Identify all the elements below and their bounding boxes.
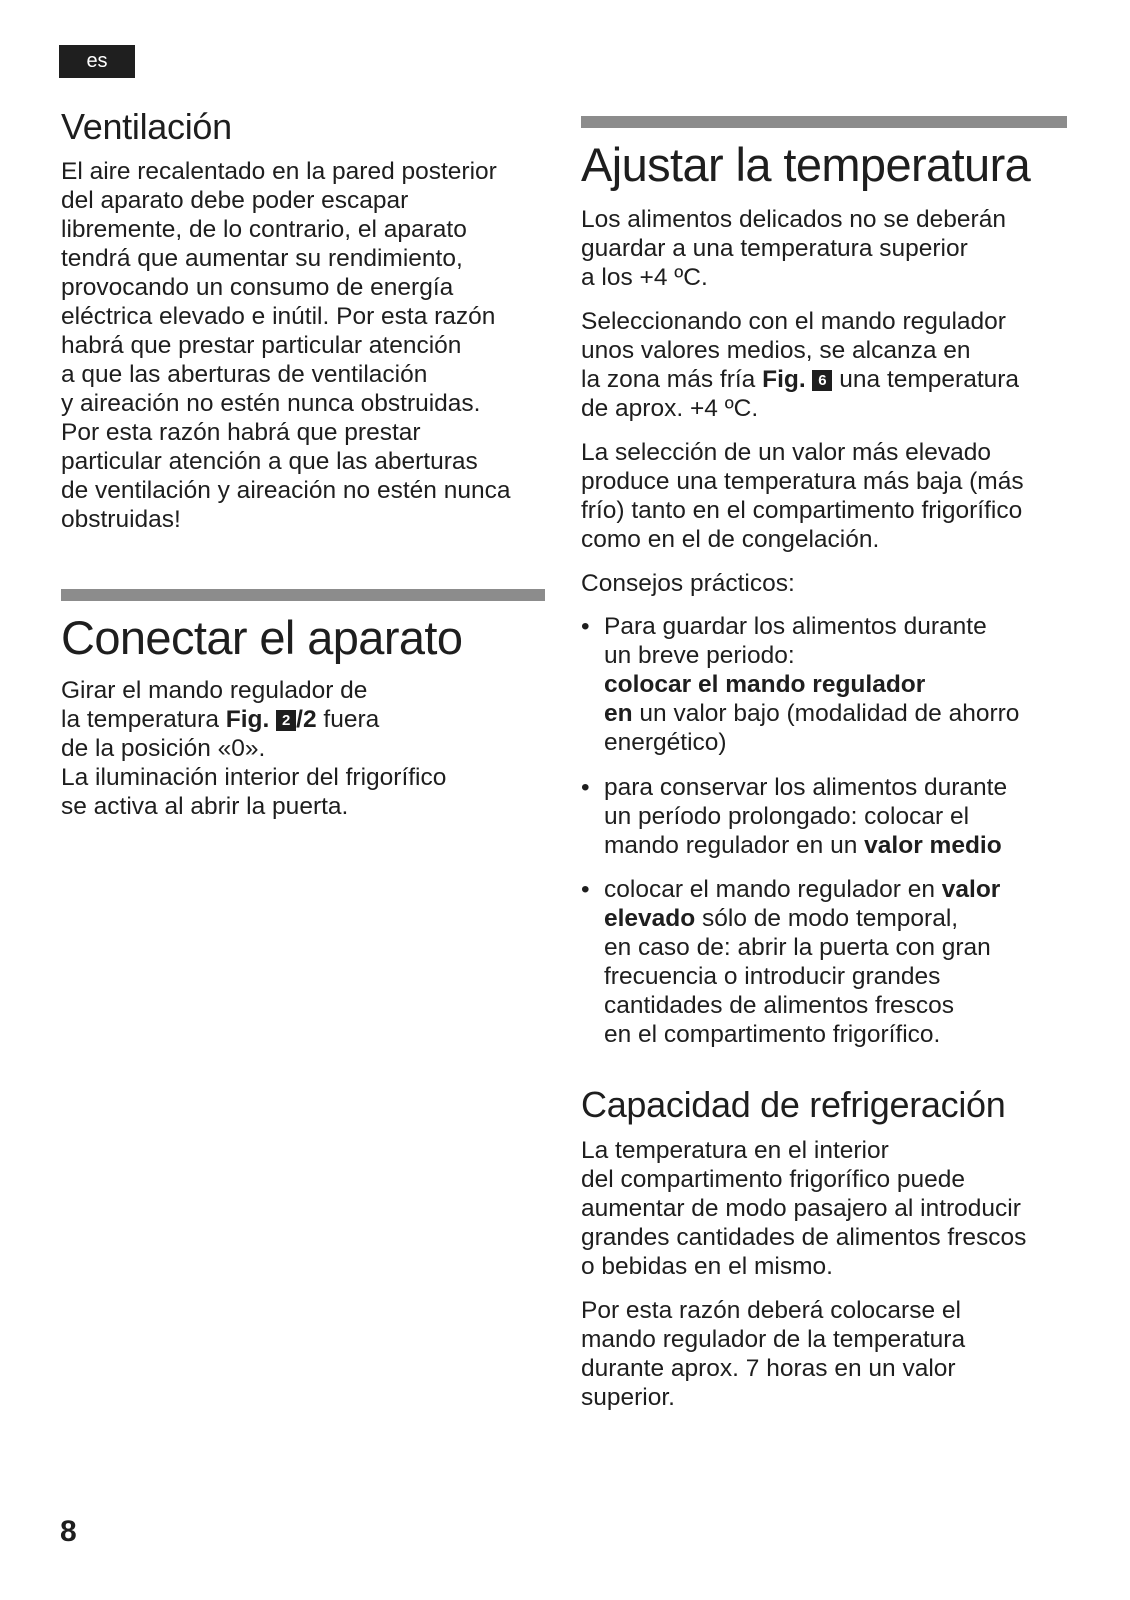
bullet-marker: • [581,613,590,640]
text-line: elevado sólo de modo temporal, [604,905,959,932]
text-line: a que las aberturas de ventilación [61,361,428,388]
text-line: colocar el mando regulador en valor [604,876,1001,903]
capacidad-paragraph-1 [581,1136,1026,1281]
text-line: produce una temperatura más baja (más [581,468,1024,495]
text-line: mando regulador en un valor medio [604,832,1002,859]
list-item [604,612,1019,757]
text-line: para conservar los alimentos durante [604,774,1008,801]
text-line: superior. [581,1384,675,1411]
capacidad-heading: Capacidad de refrigeración [581,1084,1006,1125]
text-line: la zona más fría Fig. 6 una temperatura [581,366,1020,393]
section-rule [61,589,545,601]
text-line: particular atención a que las aberturas [61,448,478,475]
text-line: Por esta razón habrá que prestar [61,419,421,446]
figure-number-badge: 2 [276,710,296,731]
text-line: en un valor bajo (modalidad de ahorro [604,700,1020,727]
text-line: tendrá que aumentar su rendimiento, [61,245,463,272]
text-line: grandes cantidades de alimentos frescos [581,1224,1027,1251]
text-line: unos valores medios, se alcanza en [581,337,971,364]
ajustar-paragraph-3 [581,438,1024,554]
text-line: se activa al abrir la puerta. [61,793,349,820]
text-line: del compartimento frigorífico puede [581,1166,966,1193]
text-line: aumentar de modo pasajero al introducir [581,1195,1021,1222]
list-item [604,773,1007,860]
text-line: y aireación no estén nunca obstruidas. [61,390,481,417]
text-line: libremente, de lo contrario, el aparato [61,216,467,243]
text-line: como en el de congelación. [581,526,880,553]
section-rule [581,116,1067,128]
text-line: cantidades de alimentos frescos [604,992,954,1019]
fig-ref: Fig. [762,366,806,393]
text-line: guardar a una temperatura superior [581,235,968,262]
text-line: en caso de: abrir la puerta con gran [604,934,991,961]
text-line: de la posición «0». [61,735,266,762]
text-line: provocando un consumo de energía [61,274,454,301]
text-line: del aparato debe poder escapar [61,187,409,214]
language-tag: es [59,45,135,78]
text-line: Por esta razón deberá colocarse el [581,1297,961,1324]
text-line: Girar el mando regulador de [61,677,368,704]
conectar-heading: Conectar el aparato [61,611,463,664]
text-line: La iluminación interior del frigorífico [61,764,447,791]
text-line: obstruidas! [61,506,181,533]
text-line: La selección de un valor más elevado [581,439,991,466]
text-line: energético) [604,729,727,756]
ventilacion-paragraph [61,157,510,534]
text-line: frecuencia o introducir grandes [604,963,941,990]
page-number: 8 [60,1515,77,1548]
ajustar-heading: Ajustar la temperatura [581,138,1031,191]
text-line: o bebidas en el mismo. [581,1253,833,1280]
text-line: frío) tanto en el compartimento frigorífico [581,497,1023,524]
bullet-marker: • [581,774,590,801]
capacidad-paragraph-2 [581,1296,965,1412]
text-line: durante aprox. 7 horas en un valor [581,1355,956,1382]
ajustar-paragraph-1 [581,205,1006,292]
text-line: El aire recalentado en la pared posterior [61,158,497,185]
text-line: eléctrica elevado e inútil. Por esta razón [61,303,496,330]
text-line: colocar el mando regulador [604,671,926,698]
text-line: mando regulador de la temperatura [581,1326,966,1353]
bullet-marker: • [581,876,590,903]
text-line: un período prolongado: colocar el [604,803,970,830]
text-line: Los alimentos delicados no se deberán [581,206,1006,233]
text-line: La temperatura en el interior [581,1137,889,1164]
figure-number-badge: 6 [812,370,832,391]
tips-label: Consejos prácticos: [581,570,795,597]
text-line: en el compartimento frigorífico. [604,1021,941,1048]
list-item [604,875,1000,1049]
text-line: habrá que prestar particular atención [61,332,462,359]
conectar-paragraph [61,676,446,821]
fig-ref: Fig. [225,706,270,733]
text-line: a los +4 ºC. [581,264,708,291]
text-line: Para guardar los alimentos durante [604,613,987,640]
text-line: un breve periodo: [604,642,795,669]
ventilacion-heading: Ventilación [61,106,232,147]
text-line: de aprox. +4 ºC. [581,395,759,422]
text-line: la temperatura Fig. 2 /2 fuera [61,706,380,733]
text-line: Seleccionando con el mando regulador [581,308,1006,335]
text-line: de ventilación y aireación no estén nunca [61,477,511,504]
ajustar-paragraph-2 [581,307,1019,423]
